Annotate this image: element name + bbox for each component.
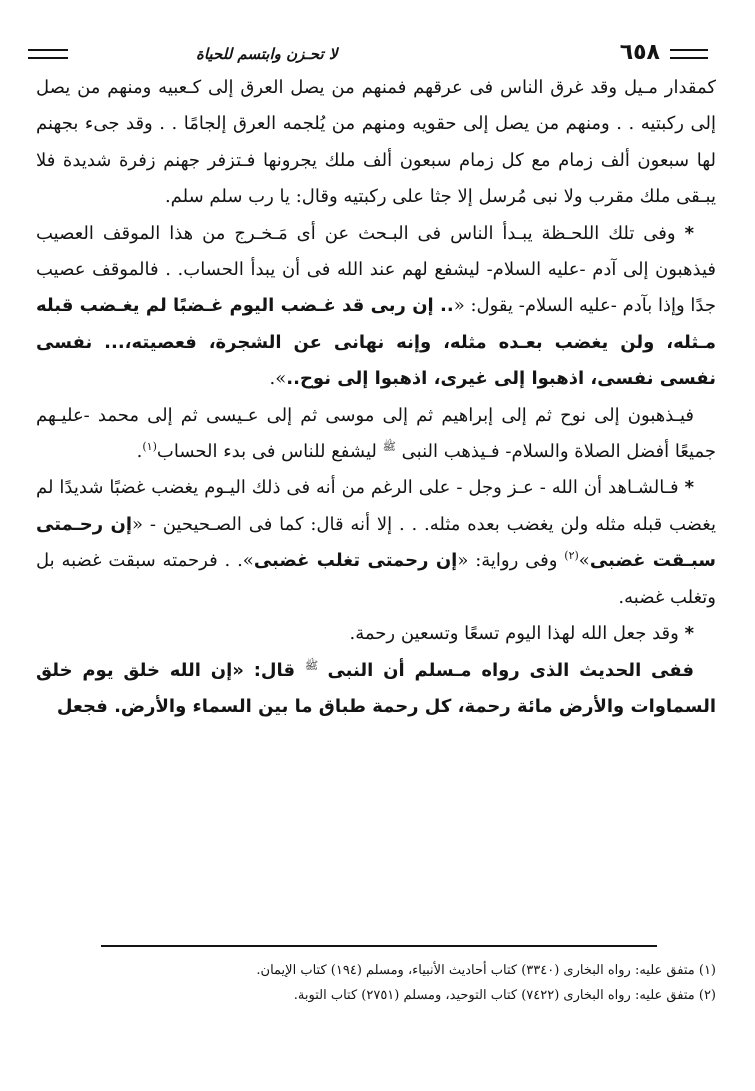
paragraph-1 bbox=[36, 70, 716, 216]
pbuh-symbol: ﷺ bbox=[382, 440, 396, 454]
footnote-separator bbox=[101, 945, 657, 947]
muslim-hadith-quote: إن الله خلق يوم خلق السماوات والأرض مائة رحمة، كل رحمة طباق ما بين السماء والأرض. فجعل bbox=[36, 659, 716, 717]
paragraph-6-text-2: قال: « bbox=[232, 659, 305, 681]
paragraph-6-text: ففى الحديث الذى رواه مـسلم أن النبى bbox=[327, 659, 694, 681]
paragraph-2-end: ». bbox=[269, 368, 287, 390]
paragraph-3-end: . bbox=[136, 441, 143, 463]
header-rule-right bbox=[670, 49, 708, 59]
header-rule-left bbox=[28, 49, 68, 59]
paragraph-4-text-2: وفى رواية: « bbox=[457, 550, 565, 572]
pbuh-symbol: ﷺ bbox=[304, 658, 319, 672]
bullet-star: * bbox=[684, 222, 694, 244]
hadith-quote-2: إن رحمتى تغلب غضبى bbox=[253, 550, 458, 572]
paragraph-2 bbox=[36, 216, 716, 398]
bullet-star: * bbox=[684, 477, 694, 499]
adam-quote: .. إن ربى قد غـضب اليوم غـضبًا لم يغـضب قبله مـثله، ولن يغضب بعـده مثله، وإنه نهانى عن الشجرة، فعصيته،... نفسى نفسى نفسى، اذهبوا إلى غيرى، اذهبوا إلى نوح.. bbox=[36, 295, 716, 390]
footnotes bbox=[36, 958, 716, 1008]
running-title: لا تحـزن وابتسم للحياة bbox=[196, 45, 338, 63]
paragraph-3 bbox=[36, 398, 716, 471]
paragraph-3-text-2: ليشفع للناس فى بدء الحساب bbox=[156, 441, 377, 463]
paragraph-2-text: وفى تلك اللحـظة يبـدأ الناس فى البـحث عن أى مَـخـرج من هذا الموقف العصيب فيذهبون إلى آدم -عليه السلام- ليشفع لهم عند الله فى أن يبدأ الحساب. . فالموقف عصيب جدًا وإذا بآدم -عليه السلام- يقول: « bbox=[36, 222, 716, 317]
footnote-1: (١) متفق عليه: رواه البخارى (٣٣٤٠) كتاب أحاديث الأنبياء، ومسلم (١٩٤) كتاب الإيمان. bbox=[256, 963, 716, 978]
footnote-2: (٢) متفق عليه: رواه البخارى (٧٤٢٢) كتاب التوحيد، ومسلم (٢٧٥١) كتاب التوبة. bbox=[293, 988, 716, 1003]
paragraph-3-text: فيـذهبون إلى نوح ثم إلى إبراهيم ثم إلى موسى ثم إلى عـيسى ثم إلى محمد -عليـهم جميعًا أفضل الصلاة والسلام- فـيذهب النبى bbox=[36, 404, 716, 463]
paragraph-4 bbox=[36, 470, 716, 616]
paragraph-5-text: وقد جعل الله لهذا اليوم تسعًا وتسعين رحمة. bbox=[349, 623, 679, 645]
paragraph-5 bbox=[36, 616, 716, 652]
main-text bbox=[36, 70, 716, 725]
paragraph-4-text: فـالشـاهد أن الله - عـز وجل - على الرغم من أنه فى ذلك اليـوم يغضب غضبًا شديدًا لم يغضب قبله مثله ولن يغضب بعده مثله. . . إلا أنه قال: كما فى الصـحيحين - « bbox=[36, 477, 716, 535]
quote-close: » bbox=[578, 550, 590, 572]
page-header bbox=[28, 40, 708, 74]
paragraph-4-text-3: ». . فرحمته سبقت غضبه بل وتغلب غضبه. bbox=[36, 550, 716, 608]
page-number: ٦٥٨ bbox=[619, 40, 660, 65]
hadith-quote-1: إن رحـمتى سبـقت غضبى bbox=[36, 513, 716, 572]
footnote-ref-1: (١) bbox=[142, 440, 157, 454]
paragraph-6 bbox=[36, 653, 716, 726]
bullet-star: * bbox=[684, 623, 694, 645]
paragraph-1-text: كمقدار مـيل وقد غرق الناس فى عرقهم فمنهم من يصل العرق إلى كـعبيه ومنهم من يصل إلى ركبتيه . . ومنهم من يصل إلى حقويه ومنهم من يُلجمه العرق إلجامًا . . وقد جىء بجهنم لها سبعون ألف زمام مع كل زمام سبعون ألف ملك يجرونها فـتزفر جهنم زفرة شديدة فلا يبـقى ملك مقرب ولا نبى مُرسل إلا جثا على ركبتيه وقال: يا رب سلم سلم. bbox=[36, 77, 716, 208]
footnote-ref-2: (٢) bbox=[564, 549, 579, 563]
